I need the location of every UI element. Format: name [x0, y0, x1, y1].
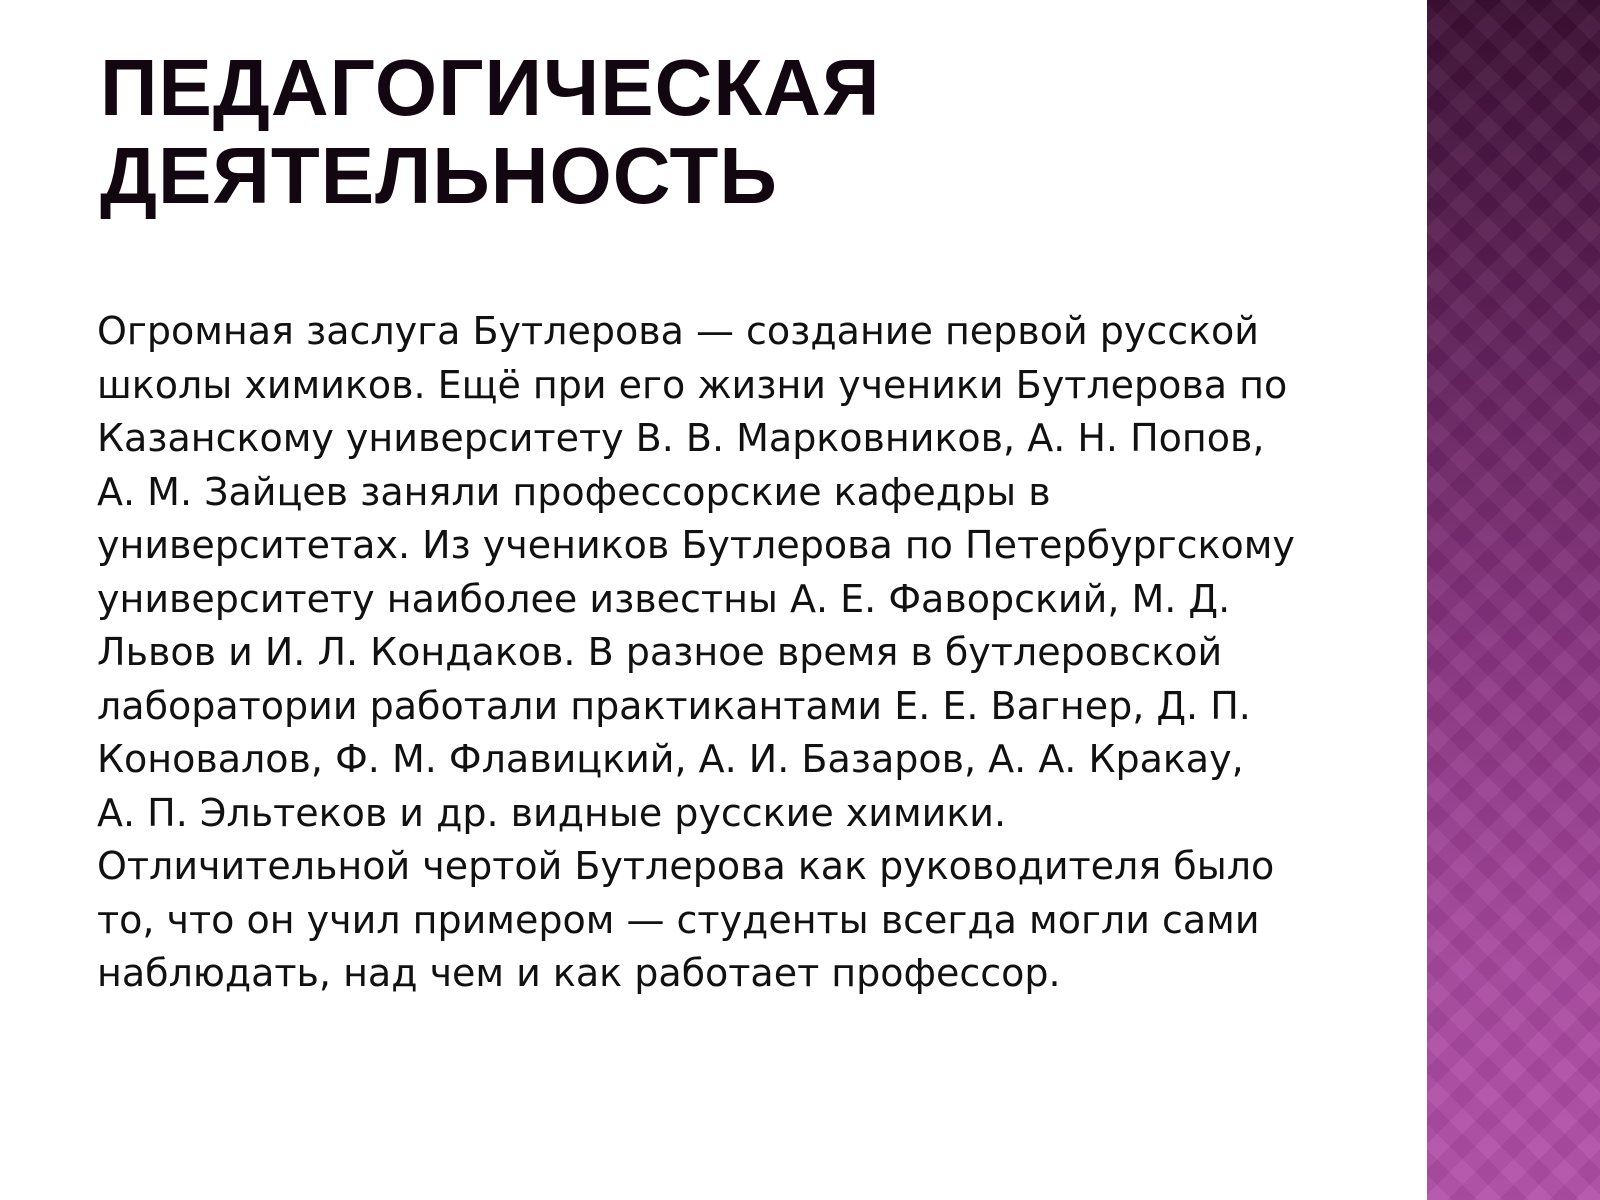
slide-body-text [97, 305, 1397, 1001]
body-line: то, что он учил примером — студенты всегда могли сами [97, 897, 1260, 942]
decorative-side-band [1427, 0, 1600, 1200]
body-line: Отличительной чертой Бутлерова как руководителя было [97, 844, 1275, 888]
slide-title-line: ПЕДАГОГИЧЕСКАЯ [100, 43, 881, 132]
body-line: лаборатории работали практикантами Е. Е. Вагнер, Д. П. [97, 683, 1251, 728]
body-line: университетах. Из учеников Бутлерова по Петербургскому [97, 523, 1295, 567]
body-line: А. П. Эльтеков и др. видные русские химики. [97, 790, 1007, 835]
slide-title [100, 44, 1300, 220]
body-line: университету наиболее известны А. Е. Фаворский, М. Д. [97, 576, 1231, 621]
body-line: Львов и И. Л. Кондаков. В разное время в бутлеровской [97, 630, 1223, 674]
body-line: Коновалов, Ф. М. Флавицкий, А. И. Базаров, А. А. Кракау, [97, 737, 1244, 781]
slide-title-line: ДЕЯТЕЛЬНОСТЬ [100, 131, 778, 220]
body-line: наблюдать, над чем и как работает профессор. [97, 951, 1061, 995]
body-line: школы химиков. Ещё при его жизни ученики Бутлерова по [97, 362, 1288, 407]
body-line: Казанскому университету В. В. Марковников, А. Н. Попов, [97, 416, 1265, 460]
body-line: Огромная заслуга Бутлерова — создание первой русской [97, 309, 1260, 353]
body-line: А. М. Зайцев заняли профессорские кафедры в [97, 469, 1051, 514]
